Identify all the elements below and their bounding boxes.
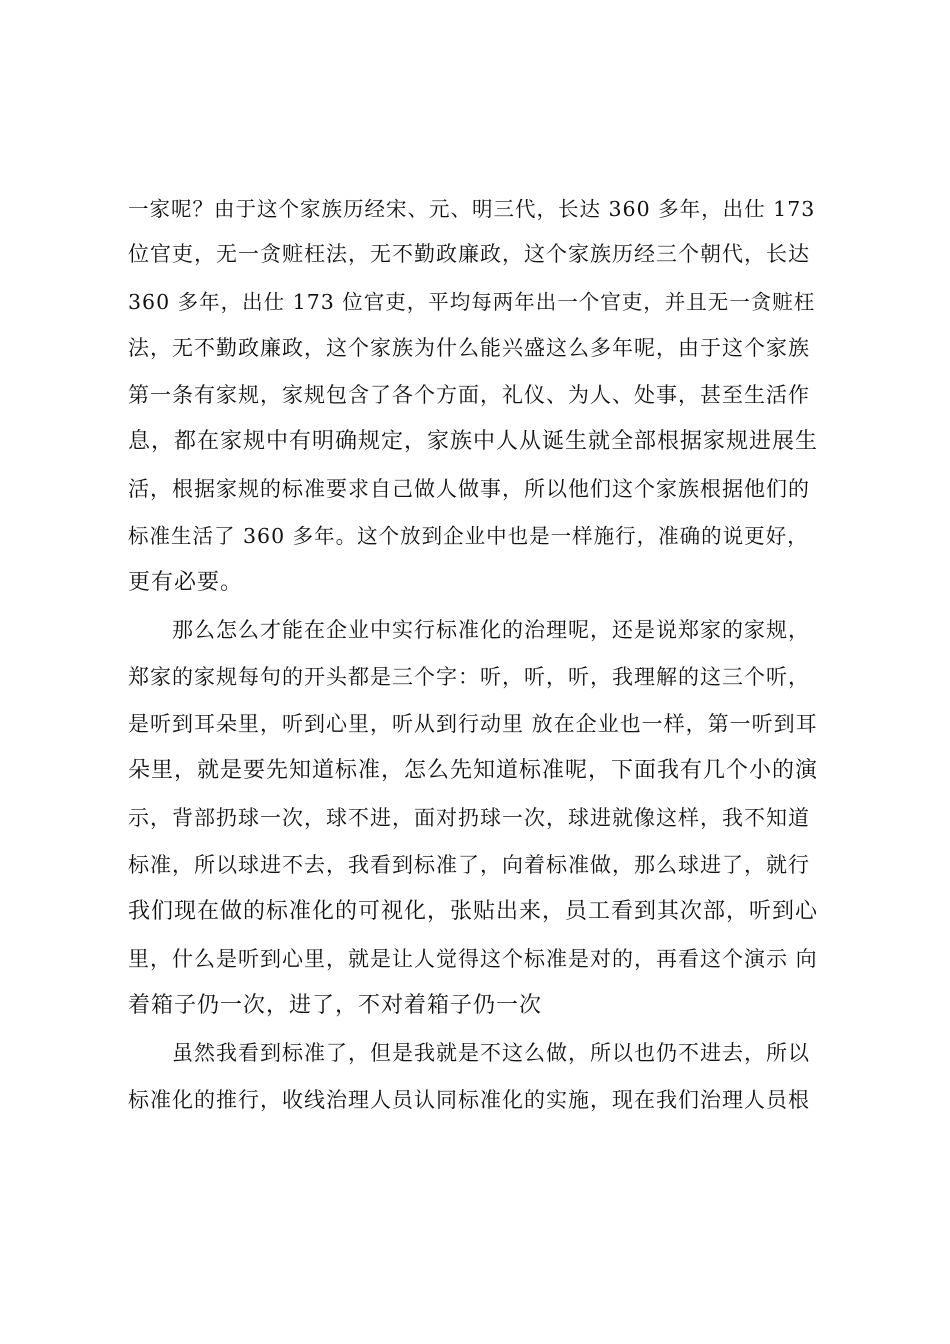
paragraph-1-line-5: 第一条有家规，家规包含了各个方面，礼仪、为人、处事，甚至生活作 [128, 383, 810, 407]
paragraph-2-line-9: 着箱子仍一次，进了，不对着箱子仍一次 [128, 993, 543, 1018]
paragraph-2-line-2: 郑家的家规每句的开头都是三个字：听，听，听，我理解的这三个听， [128, 665, 810, 689]
paragraph-2-line-4: 朵里，就是要先知道标准，怎么先知道标准呢，下面我有几个小的演 [128, 758, 819, 783]
paragraph-1-line-2: 位官吏，无一贪赃枉法，无不勤政廉政，这个家族历经三个朝代，长达 [128, 242, 810, 266]
paragraph-1-line-4: 法，无不勤政廉政，这个家族为什么能兴盛这么多年呢，由于这个家族 [128, 336, 810, 360]
paragraph-1-line-8: 标准生活了 360 多年。这个放到企业中也是一样施行，准确的说更好， [128, 524, 809, 548]
paragraph-2-line-5: 示，背部扔球一次，球不进，面对扔球一次，球进就像这样，我不知道 [128, 806, 810, 830]
paragraph-1-line-6: 息，都在家规中有明确规定，家族中人从诞生就全部根据家规进展生 [128, 429, 819, 454]
paragraph-2-line-1: 那么怎么才能在企业中实行标准化的治理呢，还是说郑家的家规， [172, 618, 810, 642]
paragraph-2-line-3: 是听到耳朵里，听到心里，听从到行动里 放在企业也一样，第一听到耳 [128, 712, 818, 736]
paragraph-3-line-1: 虽然我看到标准了，但是我就是不这么做，所以也仍不进去，所以 [172, 1041, 810, 1065]
paragraph-1-line-1: 一家呢？由于这个家族历经宋、元、明三代，长达 360 多年，出仕 173 [128, 197, 816, 221]
paragraph-2-line-8: 里，什么是听到心里，就是让人觉得这个标准是对的，再看这个演示 向 [128, 947, 818, 971]
paragraph-1-line-7: 活，根据家规的标准要求自己做人做事，所以他们这个家族根据他们的 [128, 477, 810, 501]
paragraph-1-line-3: 360 多年，出仕 173 位官吏，平均每两年出一个官吏，并且无一贪赃枉 [128, 290, 816, 314]
paragraph-2-line-6: 标准，所以球进不去，我看到标准了，向着标准做，那么球进了，就行 [128, 853, 810, 877]
paragraph-1-line-9: 更有必要。 [128, 570, 244, 595]
paragraph-3-line-2: 标准化的推行，收线治理人员认同标准化的实施，现在我们治理人员根 [128, 1088, 810, 1112]
paragraph-2-line-7: 我们现在做的标准化的可视化，张贴出来，员工看到其次部，听到心 [128, 899, 819, 924]
